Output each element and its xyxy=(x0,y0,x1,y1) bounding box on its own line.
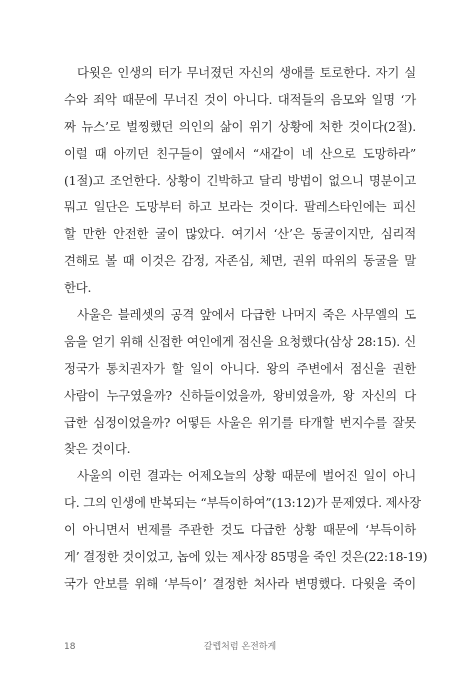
text-line: 게’ 결정한 것이었고, 놉에 있는 제사장 85명을 죽인 것은(22:18-19) xyxy=(64,549,428,565)
text-line: 다윗은 인생의 터가 무너졌던 자신의 생애를 토로한다. 자기 실 xyxy=(77,65,416,80)
text-line: 국가 안보를 위해 ‘부득이’ 결정한 처사라 변명했다. 다윗을 죽이 xyxy=(64,575,416,591)
text-line: 할 만한 안전한 굴이 많았다. 여기서 ‘산’은 동굴이지만, 심리적 xyxy=(64,226,416,242)
running-title: 갈렙처럼 온전하게 xyxy=(203,642,277,652)
text-line: 사울은 블레셋의 공격 앞에서 다급한 나머지 죽은 사무엘의 도 xyxy=(77,307,416,323)
text-line: 견해로 볼 때 이것은 감정, 자존심, 체면, 권위 따위의 동굴을 말 xyxy=(64,253,416,269)
text-line: 다. 그의 인생에 반복되는 “부득이하여”(13:12)가 문제였다. 제사장 xyxy=(64,495,421,511)
text-line: 움을 얻기 위해 신접한 여인에게 점신을 요청했다(삼상 28:15). 신 xyxy=(64,333,416,349)
text-line: 한다. xyxy=(64,280,92,296)
body-text xyxy=(64,60,428,598)
text-line: 뭐고 일단은 도망부터 하고 보라는 것이다. 팔레스타인에는 피신 xyxy=(64,199,416,215)
text-line: 이럴 때 아끼던 친구들이 옆에서 “새같이 네 산으로 도망하라” xyxy=(64,145,416,161)
text-line: 급한 심정이었을까? 어떻든 사울은 위기를 타개할 번지수를 잘못 xyxy=(64,414,416,430)
page-number: 18 xyxy=(64,642,76,652)
text-line: 정국가 통치권자가 할 일이 아니다. 왕의 주변에서 점신을 권한 xyxy=(64,360,416,376)
text-line: 사울의 이런 결과는 어제오늘의 상황 때문에 벌어진 일이 아니 xyxy=(77,468,416,484)
text-line: 찾은 것이다. xyxy=(64,441,131,457)
text-line: 사람이 누구였을까? 신하들이었을까, 왕비였을까, 왕 자신의 다 xyxy=(64,387,416,403)
page-footer xyxy=(64,640,416,654)
text-line: 짜 뉴스’로 벌찡했던 의인의 삶이 위기 상황에 처한 것이다(2절). xyxy=(64,118,416,134)
text-line: (1절)고 조언한다. 상황이 긴박하고 달리 방법이 없으니 명분이고 xyxy=(64,172,416,188)
text-line: 수와 죄악 때문에 무너진 것이 아니다. 대적들의 음모와 일명 ‘가 xyxy=(64,91,416,107)
text-line: 이 아니면서 번제를 주관한 것도 다급한 상황 때문에 ‘부득이하 xyxy=(64,522,416,538)
